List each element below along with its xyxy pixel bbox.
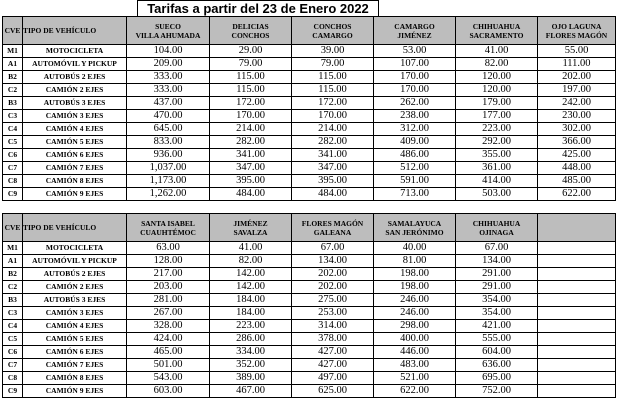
cve-cell: C3 xyxy=(3,307,23,320)
toll-price-cell: 40.00 xyxy=(374,242,456,255)
table-row xyxy=(3,307,616,320)
plaza-header xyxy=(538,214,616,242)
toll-price-cell: 446.00 xyxy=(374,346,456,359)
toll-price-cell: 752.00 xyxy=(456,385,538,398)
table-row xyxy=(3,71,616,84)
toll-price-cell xyxy=(538,359,616,372)
vehicle-type-cell: MOTOCICLETA xyxy=(23,45,127,58)
cve-cell: A1 xyxy=(3,255,23,268)
toll-price-cell: 312.00 xyxy=(374,123,456,136)
plaza-name-line1: JIMÉNEZ xyxy=(233,218,268,228)
toll-price-cell: 354.00 xyxy=(456,307,538,320)
plaza-name-line1: DELICIAS xyxy=(232,21,269,31)
plaza-name-line2: FLORES MAGÓN xyxy=(545,30,608,40)
toll-price-cell: 361.00 xyxy=(456,162,538,175)
toll-price-cell xyxy=(538,320,616,333)
toll-price-cell: 334.00 xyxy=(210,346,292,359)
plaza-name-line1: OJO LAGUNA xyxy=(551,21,602,31)
toll-price-cell: 484.00 xyxy=(292,188,374,201)
plaza-header xyxy=(456,214,538,242)
table-row xyxy=(3,162,616,175)
toll-price-cell: 282.00 xyxy=(210,136,292,149)
table-row xyxy=(3,97,616,110)
toll-price-cell: 425.00 xyxy=(538,149,616,162)
toll-price-cell: 282.00 xyxy=(292,136,374,149)
plaza-header xyxy=(210,214,292,242)
toll-price-cell: 485.00 xyxy=(538,175,616,188)
cve-cell: C9 xyxy=(3,188,23,201)
toll-price-cell xyxy=(538,294,616,307)
toll-price-cell: 543.00 xyxy=(127,372,210,385)
vehicle-type-cell: CAMIÓN 5 EJES xyxy=(23,136,127,149)
plaza-header xyxy=(374,17,456,45)
toll-price-cell xyxy=(538,281,616,294)
toll-price-cell: 253.00 xyxy=(292,307,374,320)
table-row xyxy=(3,45,616,58)
vehicle-type-cell: AUTOBÚS 3 EJES xyxy=(23,97,127,110)
toll-price-cell: 636.00 xyxy=(456,359,538,372)
toll-price-cell: 275.00 xyxy=(292,294,374,307)
toll-price-cell: 448.00 xyxy=(538,162,616,175)
toll-price-cell: 246.00 xyxy=(374,294,456,307)
toll-price-cell: 115.00 xyxy=(210,84,292,97)
vehicle-type-cell: CAMIÓN 6 EJES xyxy=(23,149,127,162)
toll-price-cell: 486.00 xyxy=(374,149,456,162)
toll-price-cell: 389.00 xyxy=(210,372,292,385)
toll-price-cell: 286.00 xyxy=(210,333,292,346)
table-row xyxy=(3,84,616,97)
plaza-name-line1: SUECO xyxy=(155,21,181,31)
toll-price-cell: 713.00 xyxy=(374,188,456,201)
toll-price-cell: 395.00 xyxy=(210,175,292,188)
cve-cell: C4 xyxy=(3,320,23,333)
toll-price-cell: 202.00 xyxy=(538,71,616,84)
vehicle-type-cell: CAMIÓN 4 EJES xyxy=(23,123,127,136)
toll-price-cell: 120.00 xyxy=(456,84,538,97)
toll-price-cell: 242.00 xyxy=(538,97,616,110)
cve-cell: B2 xyxy=(3,71,23,84)
toll-price-cell: 467.00 xyxy=(210,385,292,398)
toll-price-cell xyxy=(538,385,616,398)
toll-price-cell: 29.00 xyxy=(210,45,292,58)
toll-price-cell: 41.00 xyxy=(210,242,292,255)
table-row xyxy=(3,255,616,268)
toll-price-cell: 347.00 xyxy=(210,162,292,175)
vehicle-type-cell: CAMIÓN 9 EJES xyxy=(23,188,127,201)
vehicle-type-cell: CAMIÓN 2 EJES xyxy=(23,84,127,97)
toll-price-cell: 501.00 xyxy=(127,359,210,372)
page-title: Tarifas a partir del 23 de Enero 2022 xyxy=(137,0,379,17)
toll-price-cell xyxy=(538,242,616,255)
cve-cell: C4 xyxy=(3,123,23,136)
toll-price-cell: 177.00 xyxy=(456,110,538,123)
vehicle-type-cell: MOTOCICLETA xyxy=(23,242,127,255)
toll-price-cell: 63.00 xyxy=(127,242,210,255)
toll-price-cell: 314.00 xyxy=(292,320,374,333)
toll-price-cell: 470.00 xyxy=(127,110,210,123)
toll-price-cell: 202.00 xyxy=(292,281,374,294)
toll-price-cell: 354.00 xyxy=(456,294,538,307)
cve-cell: B3 xyxy=(3,97,23,110)
toll-price-cell: 604.00 xyxy=(456,346,538,359)
cve-cell: C8 xyxy=(3,175,23,188)
table-row xyxy=(3,281,616,294)
vehicle-type-cell: CAMIÓN 3 EJES xyxy=(23,307,127,320)
toll-price-cell: 395.00 xyxy=(292,175,374,188)
vehicle-type-cell: AUTOBÚS 2 EJES xyxy=(23,268,127,281)
toll-price-cell: 302.00 xyxy=(538,123,616,136)
plaza-header xyxy=(210,17,292,45)
toll-price-cell: 262.00 xyxy=(374,97,456,110)
toll-price-cell: 202.00 xyxy=(292,268,374,281)
toll-price-cell: 172.00 xyxy=(210,97,292,110)
plaza-name-line1: CONCHOS xyxy=(313,21,352,31)
table-row xyxy=(3,359,616,372)
table-row xyxy=(3,372,616,385)
toll-price-cell: 223.00 xyxy=(456,123,538,136)
toll-table-2 xyxy=(2,213,616,398)
toll-price-cell: 484.00 xyxy=(210,188,292,201)
toll-price-cell: 352.00 xyxy=(210,359,292,372)
toll-price-cell: 39.00 xyxy=(292,45,374,58)
plaza-name-line2: VILLA AHUMADA xyxy=(135,30,201,40)
table-row xyxy=(3,175,616,188)
toll-price-cell: 41.00 xyxy=(456,45,538,58)
toll-price-cell: 936.00 xyxy=(127,149,210,162)
toll-price-cell: 246.00 xyxy=(374,307,456,320)
toll-price-cell: 81.00 xyxy=(374,255,456,268)
toll-price-cell: 281.00 xyxy=(127,294,210,307)
cve-cell: M1 xyxy=(3,45,23,58)
toll-price-cell: 107.00 xyxy=(374,58,456,71)
plaza-name-line2: GALEANA xyxy=(313,227,352,237)
vehicle-type-cell: AUTOMÓVIL Y PICKUP xyxy=(23,58,127,71)
toll-price-cell: 209.00 xyxy=(127,58,210,71)
plaza-name-line1: CAMARGO xyxy=(394,21,435,31)
toll-price-cell: 1,173.00 xyxy=(127,175,210,188)
plaza-name-line2: SACRAMENTO xyxy=(469,30,524,40)
toll-price-cell: 1,037.00 xyxy=(127,162,210,175)
toll-price-cell: 179.00 xyxy=(456,97,538,110)
vehicle-type-cell: AUTOBÚS 3 EJES xyxy=(23,294,127,307)
vehicle-type-header: TIPO DE VEHÍCULO xyxy=(23,17,127,45)
toll-price-cell: 622.00 xyxy=(374,385,456,398)
plaza-name-line2: SAVALZA xyxy=(233,227,268,237)
vehicle-type-cell: CAMIÓN 9 EJES xyxy=(23,385,127,398)
cve-cell: C5 xyxy=(3,333,23,346)
toll-price-cell: 603.00 xyxy=(127,385,210,398)
toll-price-cell: 134.00 xyxy=(456,255,538,268)
toll-price-cell: 503.00 xyxy=(456,188,538,201)
toll-price-cell: 170.00 xyxy=(374,84,456,97)
toll-price-cell: 333.00 xyxy=(127,84,210,97)
plaza-name-line1: FLORES MAGÓN xyxy=(301,218,364,228)
toll-price-cell: 409.00 xyxy=(374,136,456,149)
toll-price-cell: 400.00 xyxy=(374,333,456,346)
toll-price-cell: 483.00 xyxy=(374,359,456,372)
toll-price-cell: 292.00 xyxy=(456,136,538,149)
toll-price-cell: 172.00 xyxy=(292,97,374,110)
table-row xyxy=(3,346,616,359)
cve-cell: A1 xyxy=(3,58,23,71)
toll-price-cell: 217.00 xyxy=(127,268,210,281)
toll-price-cell: 291.00 xyxy=(456,268,538,281)
toll-price-cell: 341.00 xyxy=(210,149,292,162)
toll-price-cell: 214.00 xyxy=(210,123,292,136)
plaza-name-line1: SANTA ISABEL xyxy=(141,218,195,228)
table-row xyxy=(3,110,616,123)
toll-price-cell xyxy=(538,346,616,359)
vehicle-type-cell: CAMIÓN 6 EJES xyxy=(23,346,127,359)
toll-price-cell: 366.00 xyxy=(538,136,616,149)
toll-price-cell xyxy=(538,268,616,281)
toll-table-1 xyxy=(2,16,616,201)
toll-price-cell: 378.00 xyxy=(292,333,374,346)
toll-price-cell: 291.00 xyxy=(456,281,538,294)
toll-price-cell: 142.00 xyxy=(210,281,292,294)
cve-cell: C7 xyxy=(3,359,23,372)
cve-cell: B2 xyxy=(3,268,23,281)
toll-price-cell: 170.00 xyxy=(292,110,374,123)
plaza-name-line1: CHIHUAHUA xyxy=(472,21,521,31)
toll-price-cell: 414.00 xyxy=(456,175,538,188)
table-row xyxy=(3,123,616,136)
toll-price-cell: 198.00 xyxy=(374,281,456,294)
vehicle-type-header: TIPO DE VEHÍCULO xyxy=(23,214,127,242)
cve-cell: C2 xyxy=(3,281,23,294)
toll-price-cell: 645.00 xyxy=(127,123,210,136)
plaza-name-line2: SAN JERÓNIMO xyxy=(385,227,444,237)
vehicle-type-cell: CAMIÓN 8 EJES xyxy=(23,372,127,385)
table-row xyxy=(3,385,616,398)
cve-header: CVE xyxy=(3,214,23,242)
toll-price-cell: 238.00 xyxy=(374,110,456,123)
plaza-name-line2: JIMÉNEZ xyxy=(397,30,432,40)
toll-price-cell: 111.00 xyxy=(538,58,616,71)
table-row xyxy=(3,149,616,162)
table-row xyxy=(3,333,616,346)
vehicle-type-cell: CAMIÓN 7 EJES xyxy=(23,162,127,175)
cve-cell: C9 xyxy=(3,385,23,398)
toll-price-cell: 142.00 xyxy=(210,268,292,281)
toll-price-cell: 427.00 xyxy=(292,359,374,372)
toll-price-cell: 184.00 xyxy=(210,307,292,320)
cve-cell: C6 xyxy=(3,149,23,162)
plaza-name-line2: CUAUHTÉMOC xyxy=(140,227,196,237)
toll-price-cell: 128.00 xyxy=(127,255,210,268)
toll-price-cell: 625.00 xyxy=(292,385,374,398)
toll-price-cell: 53.00 xyxy=(374,45,456,58)
plaza-header xyxy=(127,214,210,242)
toll-price-cell: 465.00 xyxy=(127,346,210,359)
vehicle-type-cell: CAMIÓN 7 EJES xyxy=(23,359,127,372)
toll-price-cell: 424.00 xyxy=(127,333,210,346)
toll-price-cell: 134.00 xyxy=(292,255,374,268)
toll-price-cell: 421.00 xyxy=(456,320,538,333)
plaza-name-line1: CHIHUAHUA xyxy=(472,218,521,228)
table-row xyxy=(3,294,616,307)
toll-price-cell: 1,262.00 xyxy=(127,188,210,201)
toll-price-cell: 82.00 xyxy=(210,255,292,268)
plaza-header xyxy=(292,214,374,242)
vehicle-type-cell: AUTOMÓVIL Y PICKUP xyxy=(23,255,127,268)
plaza-header xyxy=(538,17,616,45)
toll-price-cell: 184.00 xyxy=(210,294,292,307)
toll-price-cell: 555.00 xyxy=(456,333,538,346)
toll-price-cell: 198.00 xyxy=(374,268,456,281)
toll-price-cell: 695.00 xyxy=(456,372,538,385)
cve-cell: C5 xyxy=(3,136,23,149)
plaza-name-line2: CONCHOS xyxy=(231,30,270,40)
toll-price-cell: 437.00 xyxy=(127,97,210,110)
table-row xyxy=(3,136,616,149)
header-row xyxy=(3,17,616,45)
table-row xyxy=(3,320,616,333)
cve-cell: C2 xyxy=(3,84,23,97)
plaza-header xyxy=(292,17,374,45)
toll-price-cell: 67.00 xyxy=(456,242,538,255)
toll-price-cell: 55.00 xyxy=(538,45,616,58)
vehicle-type-cell: CAMIÓN 3 EJES xyxy=(23,110,127,123)
toll-price-cell: 298.00 xyxy=(374,320,456,333)
cve-cell: C7 xyxy=(3,162,23,175)
plaza-header xyxy=(374,214,456,242)
table-row xyxy=(3,58,616,71)
toll-price-cell: 214.00 xyxy=(292,123,374,136)
toll-price-cell: 82.00 xyxy=(456,58,538,71)
vehicle-type-cell: CAMIÓN 8 EJES xyxy=(23,175,127,188)
table-row xyxy=(3,188,616,201)
cve-cell: C3 xyxy=(3,110,23,123)
toll-price-cell: 333.00 xyxy=(127,71,210,84)
toll-price-cell: 197.00 xyxy=(538,84,616,97)
toll-price-cell: 79.00 xyxy=(210,58,292,71)
toll-price-cell: 833.00 xyxy=(127,136,210,149)
vehicle-type-cell: CAMIÓN 5 EJES xyxy=(23,333,127,346)
toll-price-cell: 115.00 xyxy=(292,71,374,84)
toll-price-cell: 591.00 xyxy=(374,175,456,188)
table-row xyxy=(3,242,616,255)
cve-header: CVE xyxy=(3,17,23,45)
toll-price-cell: 512.00 xyxy=(374,162,456,175)
header-row xyxy=(3,214,616,242)
cve-cell: C6 xyxy=(3,346,23,359)
vehicle-type-cell: AUTOBÚS 2 EJES xyxy=(23,71,127,84)
plaza-name-line2: CAMARGO xyxy=(312,30,353,40)
toll-price-cell: 267.00 xyxy=(127,307,210,320)
toll-price-cell: 120.00 xyxy=(456,71,538,84)
toll-price-cell: 521.00 xyxy=(374,372,456,385)
toll-price-cell: 115.00 xyxy=(210,71,292,84)
toll-price-cell xyxy=(538,372,616,385)
cve-cell: M1 xyxy=(3,242,23,255)
plaza-header xyxy=(456,17,538,45)
cve-cell: B3 xyxy=(3,294,23,307)
toll-price-cell: 347.00 xyxy=(292,162,374,175)
plaza-name-line2: OJINAGA xyxy=(479,227,514,237)
toll-price-cell xyxy=(538,307,616,320)
toll-price-cell: 67.00 xyxy=(292,242,374,255)
vehicle-type-cell: CAMIÓN 4 EJES xyxy=(23,320,127,333)
toll-price-cell: 341.00 xyxy=(292,149,374,162)
toll-price-cell xyxy=(538,333,616,346)
toll-price-cell: 622.00 xyxy=(538,188,616,201)
vehicle-type-cell: CAMIÓN 2 EJES xyxy=(23,281,127,294)
cve-cell: C8 xyxy=(3,372,23,385)
toll-price-cell xyxy=(538,255,616,268)
toll-price-cell: 104.00 xyxy=(127,45,210,58)
table-row xyxy=(3,268,616,281)
toll-price-cell: 223.00 xyxy=(210,320,292,333)
toll-price-cell: 427.00 xyxy=(292,346,374,359)
toll-price-cell: 355.00 xyxy=(456,149,538,162)
toll-price-cell: 170.00 xyxy=(210,110,292,123)
toll-price-cell: 328.00 xyxy=(127,320,210,333)
toll-price-cell: 79.00 xyxy=(292,58,374,71)
plaza-name-line1: SAMALAYUCA xyxy=(387,218,442,228)
toll-price-cell: 115.00 xyxy=(292,84,374,97)
toll-price-cell: 170.00 xyxy=(374,71,456,84)
toll-price-cell: 497.00 xyxy=(292,372,374,385)
toll-price-cell: 203.00 xyxy=(127,281,210,294)
toll-price-cell: 230.00 xyxy=(538,110,616,123)
plaza-header xyxy=(127,17,210,45)
